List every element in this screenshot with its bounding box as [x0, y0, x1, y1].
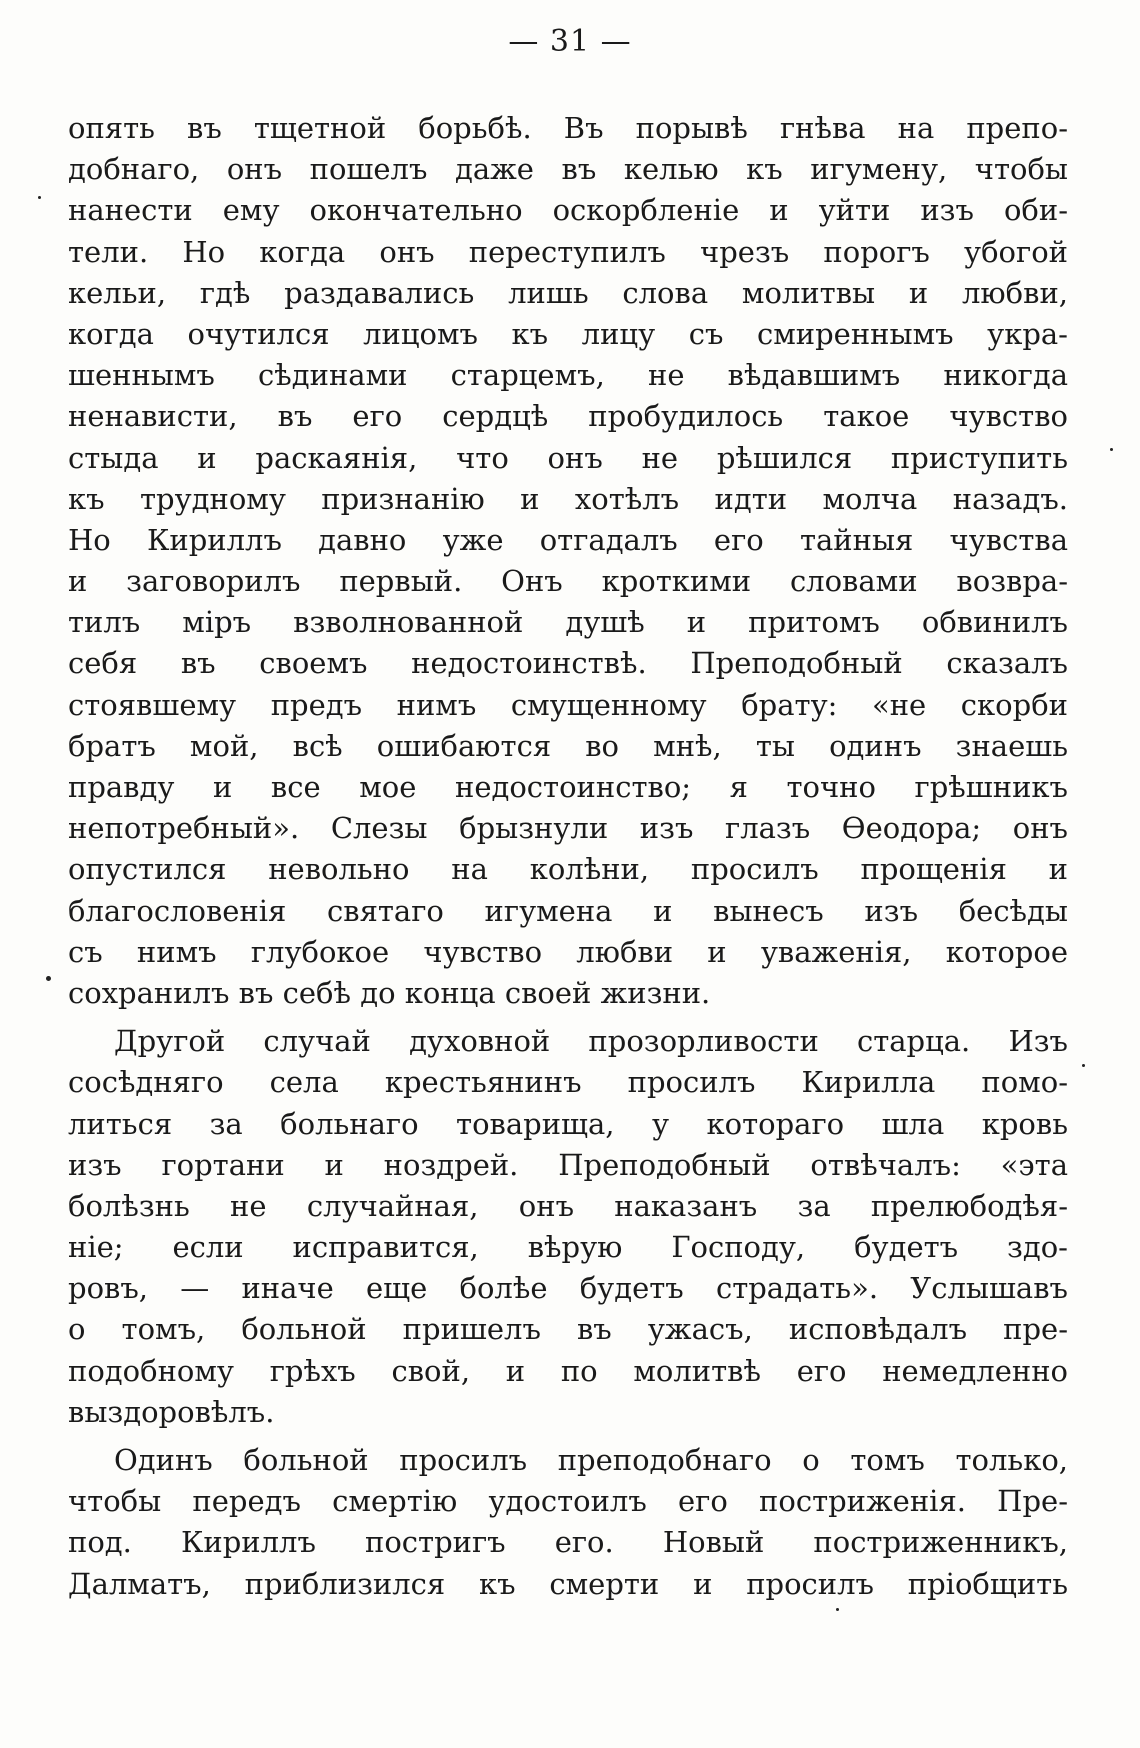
- text-line: литься за больнаго товарища, у котораго шла кровь: [68, 1106, 1068, 1141]
- text-line: чтобы передъ смертію удостоилъ его постриженія. Пре-: [68, 1484, 1068, 1519]
- text-line: выздоровѣлъ.: [68, 1394, 275, 1429]
- text-line: опять въ тщетной борьбѣ. Въ порывѣ гнѣва на препо-: [68, 111, 1068, 145]
- text-line: изъ гортани и ноздрей. Преподобный отвѣчалъ: «эта: [68, 1147, 1068, 1182]
- scan-speck: [836, 1608, 839, 1611]
- text-line: братъ мой, всѣ ошибаются во мнѣ, ты одинъ знаешь: [68, 728, 1068, 763]
- text-line: под. Кириллъ постригъ его. Новый постриженникъ,: [68, 1525, 1068, 1560]
- text-line: болѣзнь не случайная, онъ наказанъ за прелюбодѣя-: [68, 1188, 1068, 1223]
- paragraph-3: [68, 1440, 1068, 1605]
- scan-speck: [1082, 1064, 1085, 1067]
- text-line: ніе; если исправится, вѣрую Господу, будетъ здо-: [68, 1230, 1068, 1265]
- scan-speck: [38, 196, 41, 199]
- text-line: опустился невольно на колѣни, просилъ прощенія и: [68, 852, 1068, 887]
- text-line: кельи, гдѣ раздавались лишь слова молитвы и любви,: [68, 275, 1068, 310]
- text-line: Далматъ, приблизился къ смерти и просилъ пріобщить: [68, 1566, 1068, 1601]
- text-line: съ нимъ глубокое чувство любви и уваженія, которое: [68, 934, 1068, 969]
- text-line: тилъ міръ взволнованной душѣ и притомъ обвинилъ: [68, 605, 1068, 640]
- text-line: ровъ, — иначе еще болѣе будетъ страдать». Услышавъ: [68, 1271, 1068, 1306]
- text-line: тели. Но когда онъ переступилъ чрезъ порогъ убогой: [68, 234, 1068, 269]
- text-line: правду и все мое недостоинство; я точно грѣшникъ: [68, 770, 1068, 804]
- text-line: стоявшему предъ нимъ смущенному брату: «не скорби: [68, 687, 1068, 722]
- text-line: Одинъ больной просилъ преподобнаго о томъ только,: [114, 1443, 1068, 1477]
- paragraph-2: [68, 1021, 1068, 1433]
- paragraph-1: [68, 108, 1068, 1014]
- text-line: стыда и раскаянія, что онъ не рѣшился приступить: [68, 440, 1068, 475]
- text-line: нанести ему окончательно оскорбленіе и уйти изъ оби-: [68, 193, 1068, 228]
- page-number: — 31 —: [508, 24, 632, 59]
- text-line: себя въ своемъ недостоинствѣ. Преподобный сказалъ: [68, 646, 1068, 681]
- text-line: о томъ, больной пришелъ въ ужасъ, исповѣдалъ пре-: [68, 1312, 1068, 1347]
- text-line: Другой случай духовной прозорливости старца. Изъ: [114, 1024, 1068, 1059]
- text-line: непотребный». Слезы брызнули изъ глазъ Ѳеодора; онъ: [68, 811, 1068, 846]
- text-line: ненависти, въ его сердцѣ пробудилось такое чувство: [68, 399, 1068, 434]
- text-line: когда очутился лицомъ къ лицу съ смиреннымъ укра-: [68, 316, 1068, 351]
- text-line: сосѣдняго села крестьянинъ просилъ Кирилла помо-: [68, 1065, 1068, 1100]
- text-line: шеннымъ сѣдинами старцемъ, не вѣдавшимъ никогда: [68, 358, 1068, 393]
- scan-speck: [1110, 448, 1113, 451]
- text-line: добнаго, онъ пошелъ даже въ келью къ игумену, чтобы: [68, 152, 1068, 187]
- text-line: сохранилъ въ себѣ до конца своей жизни.: [68, 975, 711, 1010]
- scan-speck: [46, 976, 51, 981]
- text-line: къ трудному признанію и хотѣлъ идти молча назадъ.: [68, 481, 1068, 516]
- body-text: [68, 108, 1068, 1605]
- text-line: Но Кириллъ давно уже отгадалъ его тайныя чувства: [68, 522, 1068, 557]
- text-line: благословенія святаго игумена и вынесъ изъ бесѣды: [68, 893, 1068, 928]
- text-line: подобному грѣхъ свой, и по молитвѣ его немедленно: [68, 1353, 1068, 1388]
- text-line: и заговорилъ первый. Онъ кроткими словами возвра-: [68, 564, 1068, 599]
